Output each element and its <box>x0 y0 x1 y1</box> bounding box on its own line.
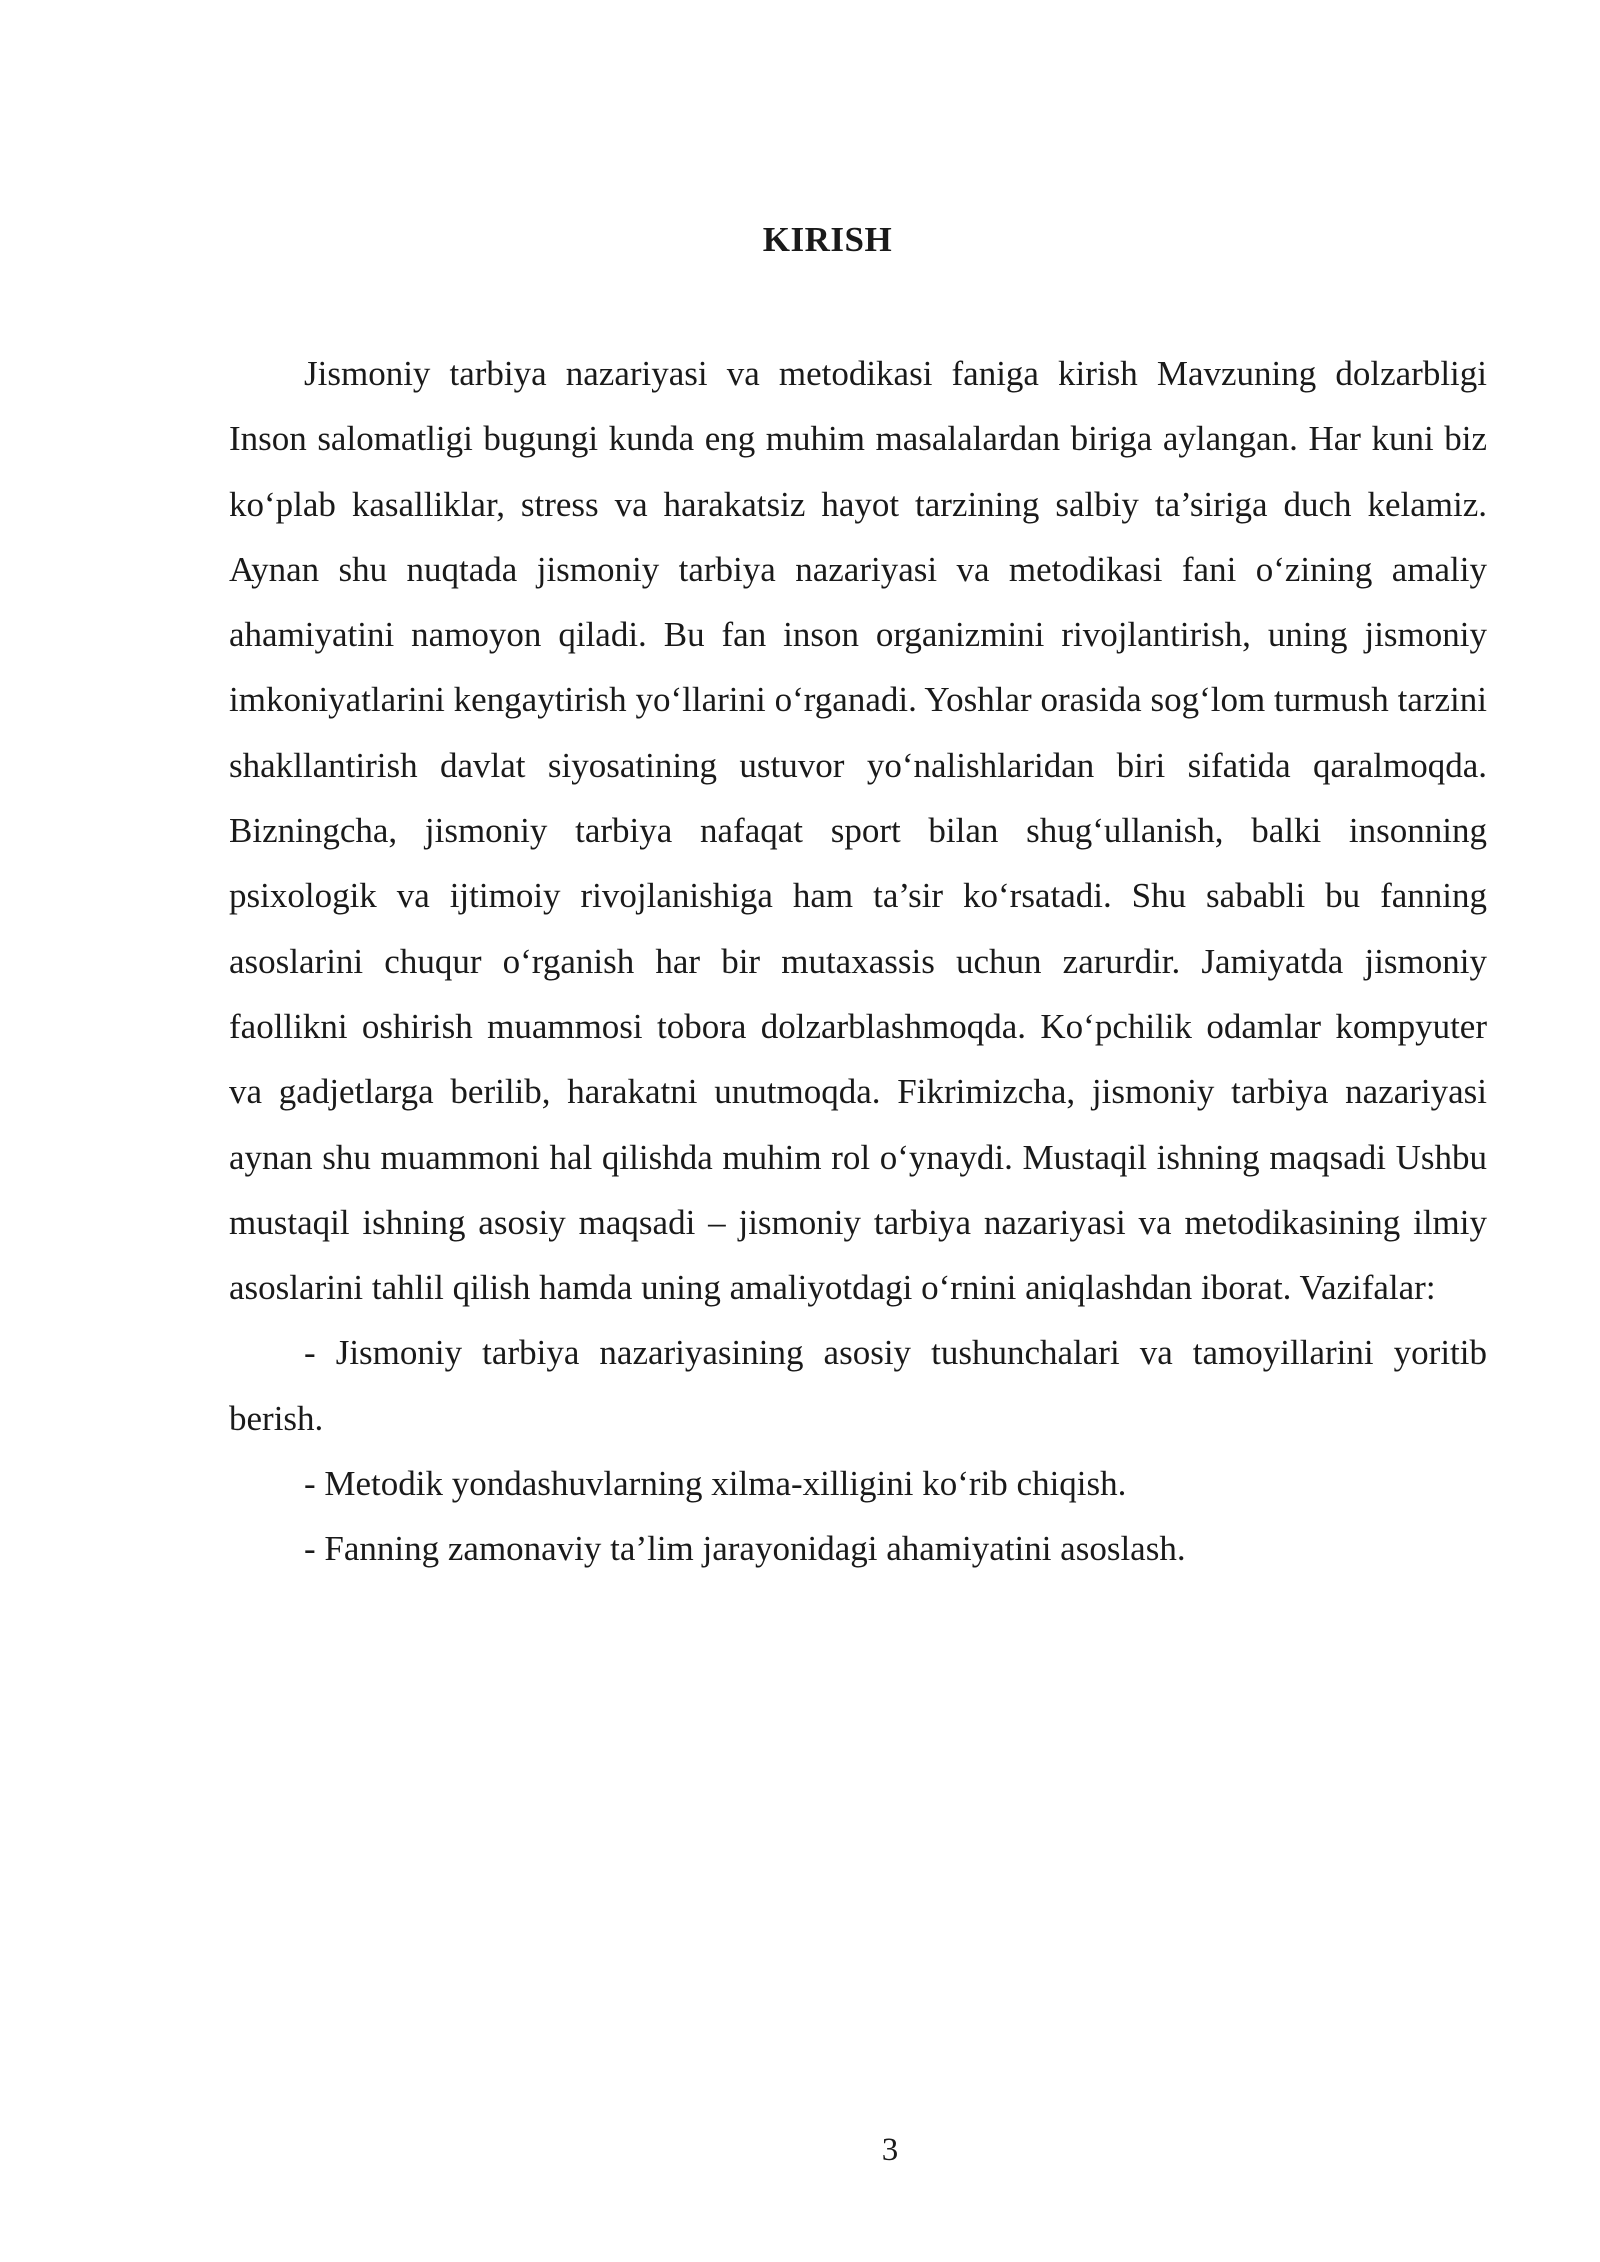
task-item-1: - Jismoniy tarbiya nazariyasining asosiy tushunchalari va tamoyillarini yoritib berish. <box>229 1333 1487 1438</box>
intro-paragraph: Jismoniy tarbiya nazariyasi va metodikasi faniga kirish Mavzuning dolzarbligi Inson salomatligi bugungi kunda eng muhim masalalardan biriga aylangan. Har kuni biz ko‘plab kasalliklar, stress va harakatsiz hayot tarzining salbiy ta’siriga duch kelamiz. Aynan shu nuqtada jismoniy tarbiya nazariyasi va metodikasi fani o‘zining amaliy ahamiyatini namoyon qiladi. Bu fan inson organizmini rivojlantirish, uning jismoniy imkoniyatlarini kengaytirish yo‘llarini o‘rganadi. Yoshlar orasida sog‘lom turmush tarzini shakllantirish davlat siyosatining ustuvor yo‘nalishlaridan biri sifatida qaralmoqda. Bizningcha, jismoniy tarbiya nafaqat sport bilan shug‘ullanish, balki insonning psixologik va ijtimoiy rivojlanishiga ham ta’sir ko‘rsatadi. Shu sababli bu fanning asoslarini chuqur o‘rganish har bir mutaxassis uchun zarurdir. Jamiyatda jismoniy faollikni oshirish muammosi tobora dolzarblashmoqda. Ko‘pchilik odamlar kompyuter va gadjetlarga berilib, harakatni unutmoqda. Fikrimizcha, jismoniy tarbiya nazariyasi aynan shu muammoni hal qilishda muhim rol o‘ynaydi. Mustaqil ishning maqsadi Ushbu mustaqil ishning asosiy maqsadi – jismoniy tarbiya nazariyasi va metodikasining ilmiy asoslarini tahlil qilish hamda uning amaliyotdagi o‘rnini aniqlashdan iborat. Vazifalar: <box>229 354 1487 1308</box>
task-item-2: - Metodik yondashuvlarning xilma-xilligini ko‘rib chiqish. <box>304 1464 1127 1504</box>
section-heading: KIRISH <box>762 220 893 259</box>
page-number: 3 <box>881 2132 899 2168</box>
body-text <box>229 341 1487 1582</box>
task-item-3: - Fanning zamonaviy ta’lim jarayonidagi ahamiyatini asoslash. <box>304 1529 1186 1569</box>
